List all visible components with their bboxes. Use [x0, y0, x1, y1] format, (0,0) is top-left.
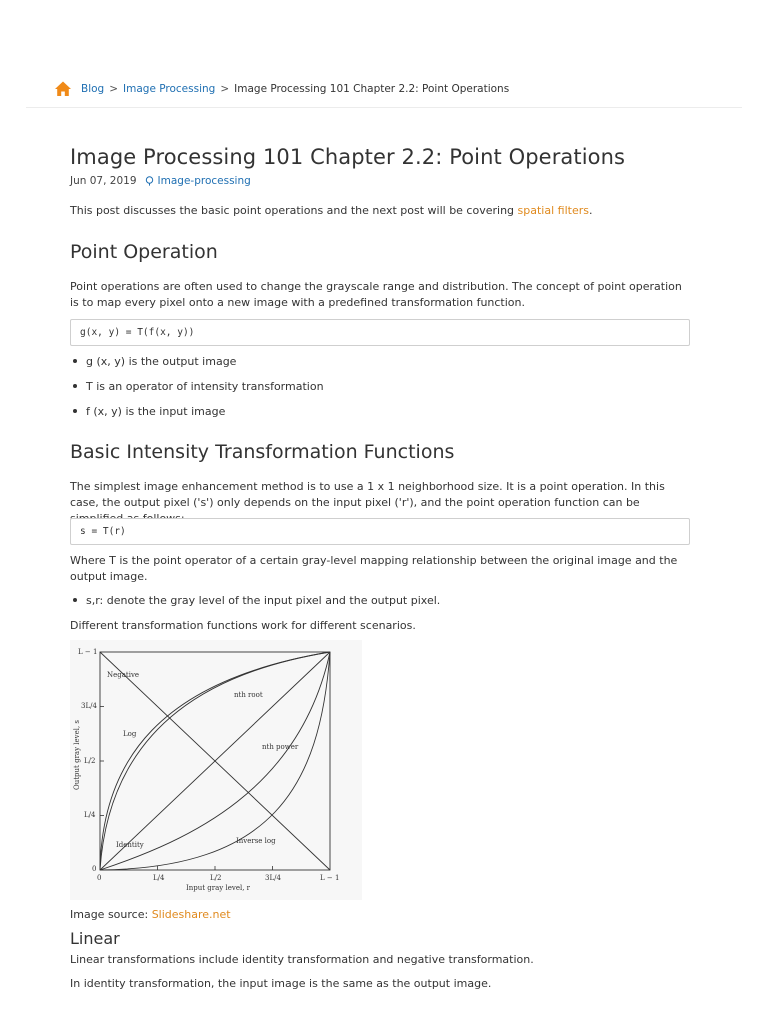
breadcrumb-separator: >	[220, 83, 230, 95]
list-item: g (x, y) is the output image	[70, 353, 236, 369]
spatial-filters-link[interactable]: spatial filters	[517, 204, 589, 217]
divider	[26, 107, 742, 108]
x-tick-label: L/4	[153, 874, 165, 882]
breadcrumb	[54, 79, 509, 99]
section-heading-intensity-transformation: Basic Intensity Transformation Functions	[70, 441, 455, 463]
negative-label: Negative	[107, 671, 140, 679]
breadcrumb-blog-link[interactable]: Blog	[81, 83, 105, 95]
code-block[interactable]: s = T(r)	[70, 518, 690, 545]
nth-root-label: nth root	[234, 691, 263, 699]
list-item: s,r: denote the gray level of the input pixel and the output pixel.	[70, 592, 440, 608]
x-tick-label: L/2	[210, 874, 222, 882]
intro-paragraph: This post discusses the basic point operations and the next post will be covering spatial filters.	[70, 204, 593, 217]
post-tag-link[interactable]: Image-processing	[157, 175, 251, 187]
slideshare-link[interactable]: Slideshare.net	[151, 908, 231, 921]
identity-paragraph: In identity transformation, the input image is the same as the output image.	[70, 977, 492, 990]
tag-icon	[145, 176, 154, 186]
list-item: f (x, y) is the input image	[70, 403, 225, 419]
top-bar	[0, 0, 768, 58]
y-tick-label: 3L/4	[81, 702, 97, 710]
list-item: T is an operator of intensity transformation	[70, 378, 324, 394]
intensity-paragraph: The simplest image enhancement method is to use a 1 x 1 neighborhood size. It is a point operation. In this case, the output pixel ('s') only depends on the input pixel ('r'), and the point operation function can be	[70, 480, 665, 509]
identity-label: Identity	[116, 841, 144, 849]
code-block[interactable]: g(x, y) = T(f(x, y))	[70, 319, 690, 346]
post-date: Jun 07, 2019	[70, 175, 137, 187]
section-heading-point-operation: Point Operation	[70, 241, 218, 263]
nth-power-label: nth power	[262, 743, 299, 751]
y-tick-label: L − 1	[78, 648, 98, 656]
point-operator-paragraph: Where T is the point operator of a certain gray-level mapping relationship between the original image and the output image.	[70, 554, 678, 583]
y-axis-label: Output gray level, s	[73, 719, 81, 790]
page-title: Image Processing 101 Chapter 2.2: Point Operations	[70, 145, 626, 169]
breadcrumb-category-link[interactable]: Image Processing	[123, 83, 216, 95]
x-axis-label: Input gray level, r	[186, 884, 250, 892]
linear-paragraph: Linear transformations include identity transformation and negative transformation.	[70, 953, 534, 966]
inverse-log-label: Inverse log	[236, 837, 276, 845]
transformation-figure	[70, 640, 362, 900]
home-icon[interactable]	[54, 80, 72, 98]
transformation-graph	[70, 640, 362, 900]
y-tick-label: L/2	[84, 757, 96, 765]
post-meta	[70, 175, 251, 187]
y-tick-label: 0	[92, 865, 97, 873]
x-tick-label: 0	[97, 874, 102, 882]
image-source: Image source: Slideshare.net	[70, 908, 231, 921]
y-tick-label: L/4	[84, 811, 96, 819]
scenarios-paragraph: Different transformation functions work for different scenarios.	[70, 619, 416, 632]
x-tick-label: L − 1	[320, 874, 340, 882]
breadcrumb-separator: >	[109, 83, 119, 95]
section-heading-linear: Linear	[70, 929, 120, 948]
point-operation-paragraph: Point operations are often used to change the grayscale range and distribution. The concept of point operation is to map every pixel onto a new image with a predefined transformation function.	[70, 280, 682, 309]
log-label: Log	[123, 730, 137, 738]
x-tick-label: 3L/4	[265, 874, 281, 882]
breadcrumb-current: Image Processing 101 Chapter 2.2: Point Operations	[234, 83, 510, 95]
